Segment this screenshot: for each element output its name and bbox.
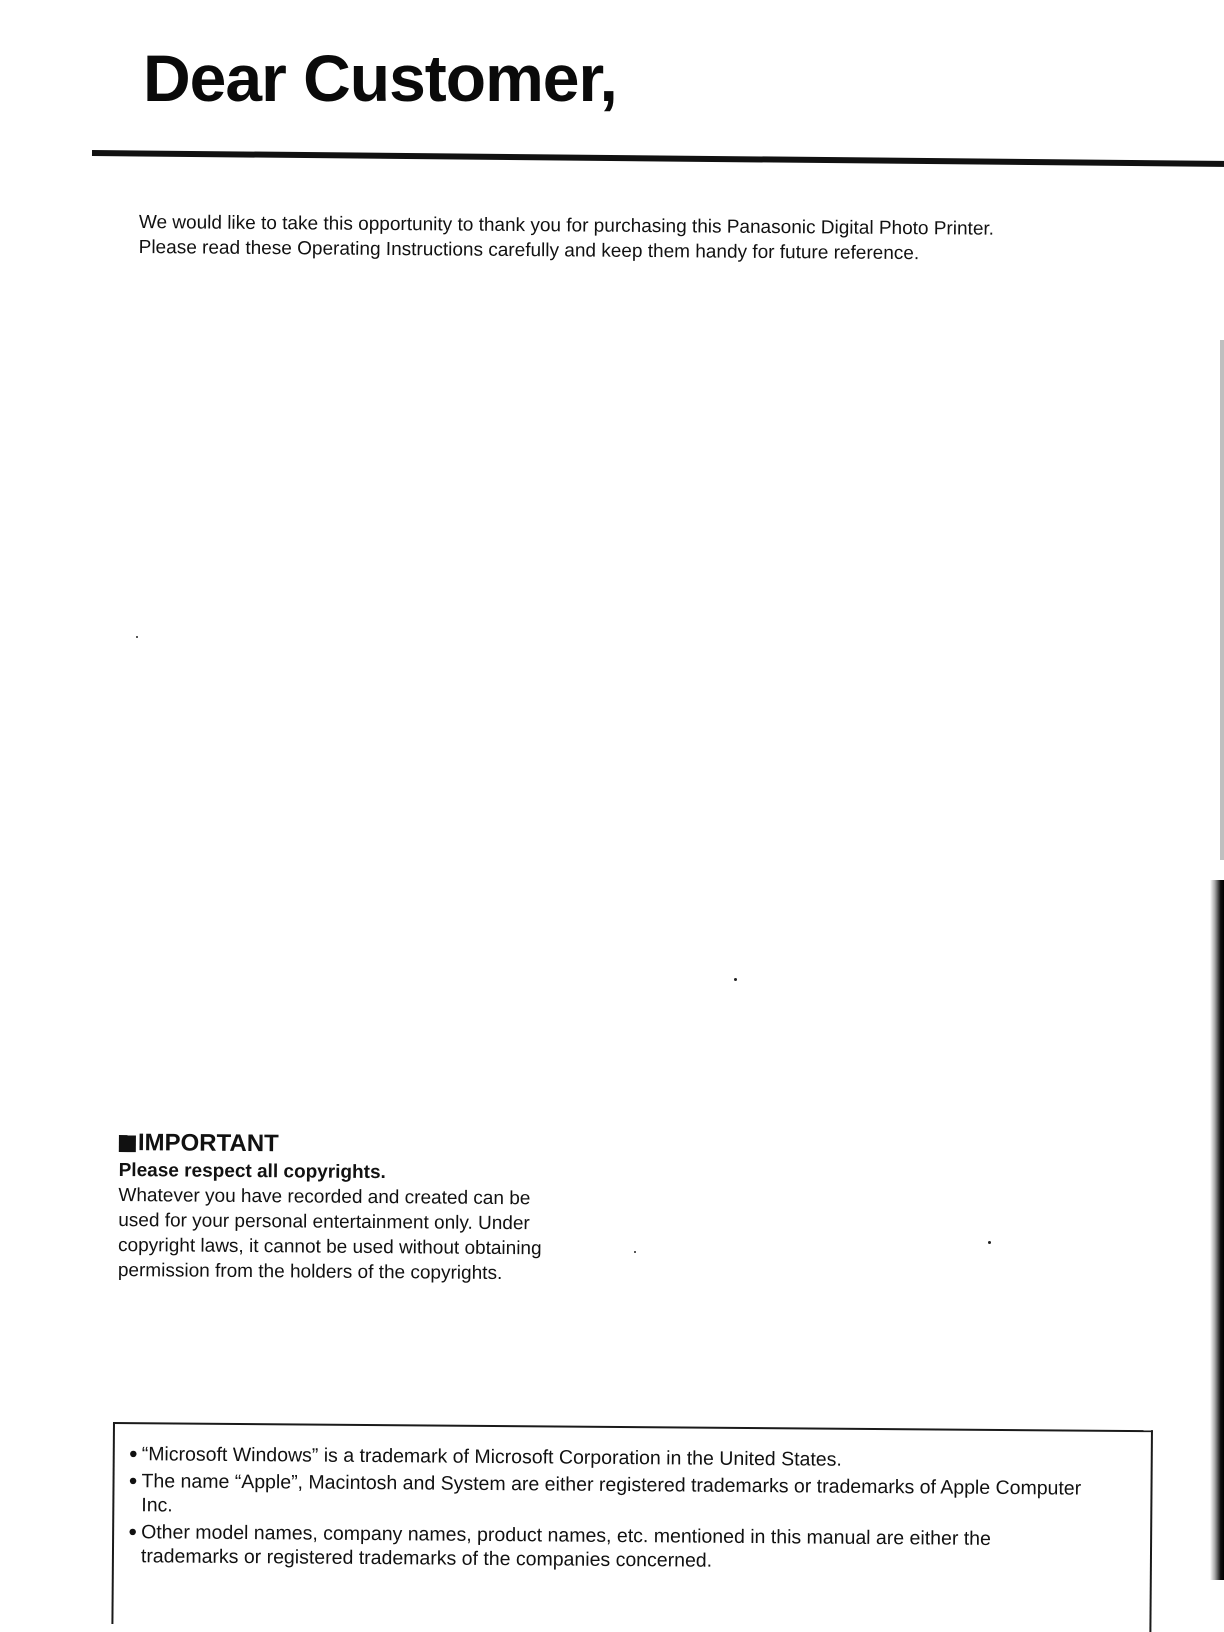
trademark-list <box>114 1424 1151 1576</box>
copyright-notice-heading: Please respect all copyrights. <box>118 1159 386 1184</box>
title-divider <box>92 150 1224 167</box>
bullet-icon: ● <box>128 1523 138 1541</box>
bullet-icon: ● <box>128 1472 138 1490</box>
scan-speck <box>136 636 138 638</box>
important-section <box>118 1128 619 1287</box>
copyright-notice-line: Whatever you have recorded and created can be <box>118 1184 531 1210</box>
intro-line: Please read these Operating Instructions carefully and keep them handy for future reference. <box>138 236 920 265</box>
copyright-notice-line: used for your personal entertainment only. Under <box>118 1209 530 1235</box>
black-square-icon <box>119 1134 136 1151</box>
trademark-notice-box <box>111 1422 1153 1632</box>
important-heading <box>119 1128 619 1162</box>
trademark-line: “Microsoft Windows” is a trademark of Microsoft Corporation in the United States. <box>141 1443 842 1471</box>
trademark-line: The name “Apple”, Macintosh and System are either registered trademarks or trademarks of Apple Computer <box>141 1470 1082 1500</box>
copyright-notice-line: copyright laws, it cannot be used without obtaining <box>117 1234 542 1260</box>
trademark-line: Other model names, company names, product names, etc. mentioned in this manual are either the <box>141 1521 991 1550</box>
intro-line: We would like to take this opportunity to thank you for purchasing this Panasonic Digital Photo Printer. <box>138 211 995 240</box>
trademark-line: trademarks or registered trademarks of the companies concerned. <box>140 1545 713 1572</box>
scan-edge-shadow <box>1210 880 1224 1580</box>
important-heading-text: IMPORTANT <box>137 1129 279 1158</box>
trademark-text <box>142 1442 842 1471</box>
trademark-item <box>128 1469 1150 1525</box>
trademark-line: Inc. <box>141 1494 173 1517</box>
trademark-item <box>128 1520 1150 1576</box>
scan-speck <box>734 978 737 981</box>
copyright-notice-line: permission from the holders of the copyrights. <box>117 1259 503 1285</box>
bullet-icon: ● <box>128 1445 138 1463</box>
scan-edge-shadow <box>1220 340 1224 860</box>
trademark-text <box>141 1469 1081 1524</box>
trademark-text <box>141 1520 991 1575</box>
intro-paragraph <box>139 210 1139 268</box>
scan-speck <box>634 1251 636 1253</box>
page-title: Dear Customer, <box>143 41 617 115</box>
scan-speck <box>988 1241 991 1244</box>
